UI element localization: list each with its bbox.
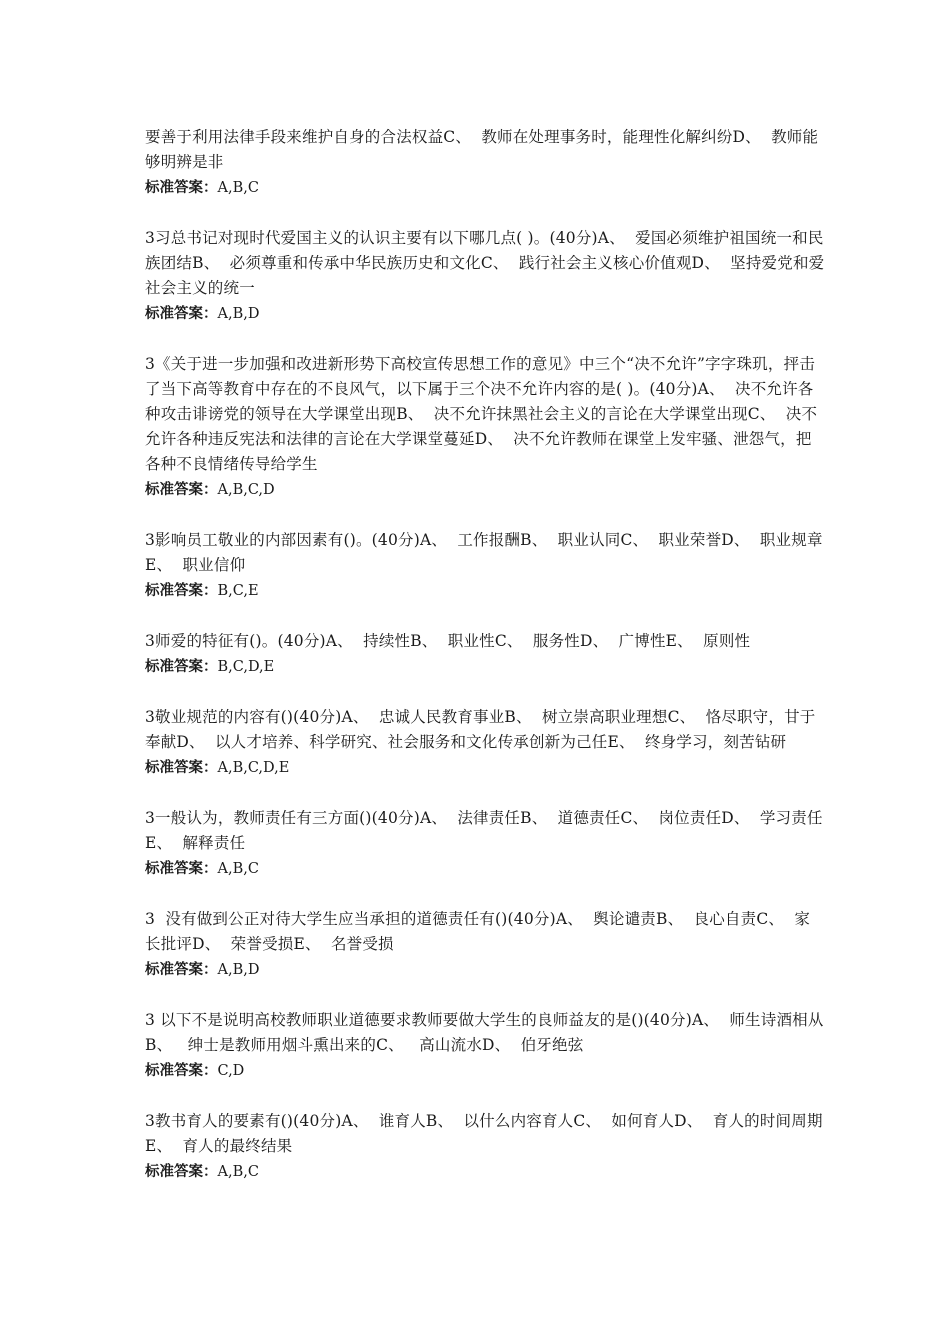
question-text: 3 以下不是说明高校教师职业道德要求教师要做大学生的良师益友的是()(40分)A、 师生诗酒相从B、 绅士是教师用烟斗熏出来的C、 高山流水D、 伯牙绝弦	[145, 1011, 824, 1054]
answer-value: A,B,C,D	[217, 482, 275, 498]
question-block	[145, 125, 825, 201]
question-block	[145, 806, 825, 882]
answer-label: 标准答案：	[145, 659, 218, 675]
answer-value: A,B,C	[217, 861, 259, 877]
question-text: 3 没有做到公正对待大学生应当承担的道德责任有()(40分)A、 舆论谴责B、 良心自责C、 家长批评D、 荣誉受损E、 名誉受损	[145, 910, 811, 953]
question-block	[145, 1008, 825, 1084]
question-text: 要善于利用法律手段来维护自身的合法权益C、 教师在处理事务时，能理性化解纠纷D、 教师能够明辨是非	[145, 128, 819, 171]
answer-label: 标准答案：	[145, 760, 218, 776]
answer-value: C,D	[217, 1063, 245, 1079]
answer-line	[145, 1159, 825, 1185]
answer-line	[145, 654, 825, 680]
question-block	[145, 226, 825, 327]
question-block	[145, 352, 825, 503]
spacer	[145, 983, 825, 1008]
spacer	[145, 781, 825, 806]
question-text: 3《关于进一步加强和改进新形势下高校宣传思想工作的意见》中三个“决不允许”字字珠玑，抨击了当下高等教育中存在的不良风气，以下属于三个决不允许内容的是( )。(40分)A、 决不允许各种攻击诽谤党的领导在大学课堂出现B、 决不允许抹黑社会主义的言论在大学课堂出现C、 决不允许各种违反宪法和法律的言论在大学课堂蔓延D、 决不允许教师在课堂上发牢骚、泄怨气，把各种不良情绪传导给学生	[145, 355, 818, 473]
answer-value: A,B,D	[217, 962, 260, 978]
question-text: 3教书育人的要素有()(40分)A、 谁育人B、 以什么内容育人C、 如何育人D、 育人的时间周期E、 育人的最终结果	[145, 1112, 823, 1155]
question-block	[145, 629, 825, 680]
answer-line	[145, 578, 825, 604]
answer-label: 标准答案：	[145, 180, 218, 196]
answer-value: A,B,C	[217, 180, 259, 196]
answer-value: A,B,C,D,E	[217, 760, 290, 776]
answer-label: 标准答案：	[145, 861, 218, 877]
answer-value: A,B,C	[217, 1164, 259, 1180]
spacer	[145, 201, 825, 226]
question-text: 3影响员工敬业的内部因素有()。(40分)A、 工作报酬B、 职业认同C、 职业荣誉D、 职业规章E、 职业信仰	[145, 531, 823, 574]
answer-line	[145, 1058, 825, 1084]
question-block	[145, 705, 825, 781]
question-block	[145, 1109, 825, 1185]
question-block	[145, 528, 825, 604]
document-page	[145, 125, 825, 1185]
question-block	[145, 907, 825, 983]
answer-label: 标准答案：	[145, 962, 218, 978]
question-text: 3敬业规范的内容有()(40分)A、 忠诚人民教育事业B、 树立崇高职业理想C、 恪尽职守，甘于奉献D、 以人才培养、科学研究、社会服务和文化传承创新为己任E、 终身学习，刻苦钻研	[145, 708, 816, 751]
question-text: 3一般认为，教师责任有三方面()(40分)A、 法律责任B、 道德责任C、 岗位责任D、 学习责任E、 解释责任	[145, 809, 823, 852]
answer-value: B,C,D,E	[217, 659, 275, 675]
answer-label: 标准答案：	[145, 1164, 218, 1180]
answer-value: A,B,D	[217, 306, 260, 322]
question-text: 3师爱的特征有()。(40分)A、 持续性B、 职业性C、 服务性D、 广博性E、 原则性	[145, 632, 751, 650]
answer-value: B,C,E	[217, 583, 259, 599]
answer-label: 标准答案：	[145, 1063, 218, 1079]
answer-label: 标准答案：	[145, 583, 218, 599]
spacer	[145, 503, 825, 528]
answer-line	[145, 856, 825, 882]
answer-line	[145, 957, 825, 983]
answer-label: 标准答案：	[145, 306, 218, 322]
answer-line	[145, 301, 825, 327]
spacer	[145, 882, 825, 907]
question-text: 3习总书记对现时代爱国主义的认识主要有以下哪几点( )。(40分)A、 爱国必须维护祖国统一和民族团结B、 必须尊重和传承中华民族历史和文化C、 践行社会主义核心价值观D、 坚持爱党和爱社会主义的统一	[145, 229, 825, 297]
spacer	[145, 1084, 825, 1109]
answer-line	[145, 175, 825, 201]
spacer	[145, 680, 825, 705]
answer-line	[145, 755, 825, 781]
spacer	[145, 604, 825, 629]
answer-label: 标准答案：	[145, 482, 218, 498]
spacer	[145, 327, 825, 352]
answer-line	[145, 477, 825, 503]
